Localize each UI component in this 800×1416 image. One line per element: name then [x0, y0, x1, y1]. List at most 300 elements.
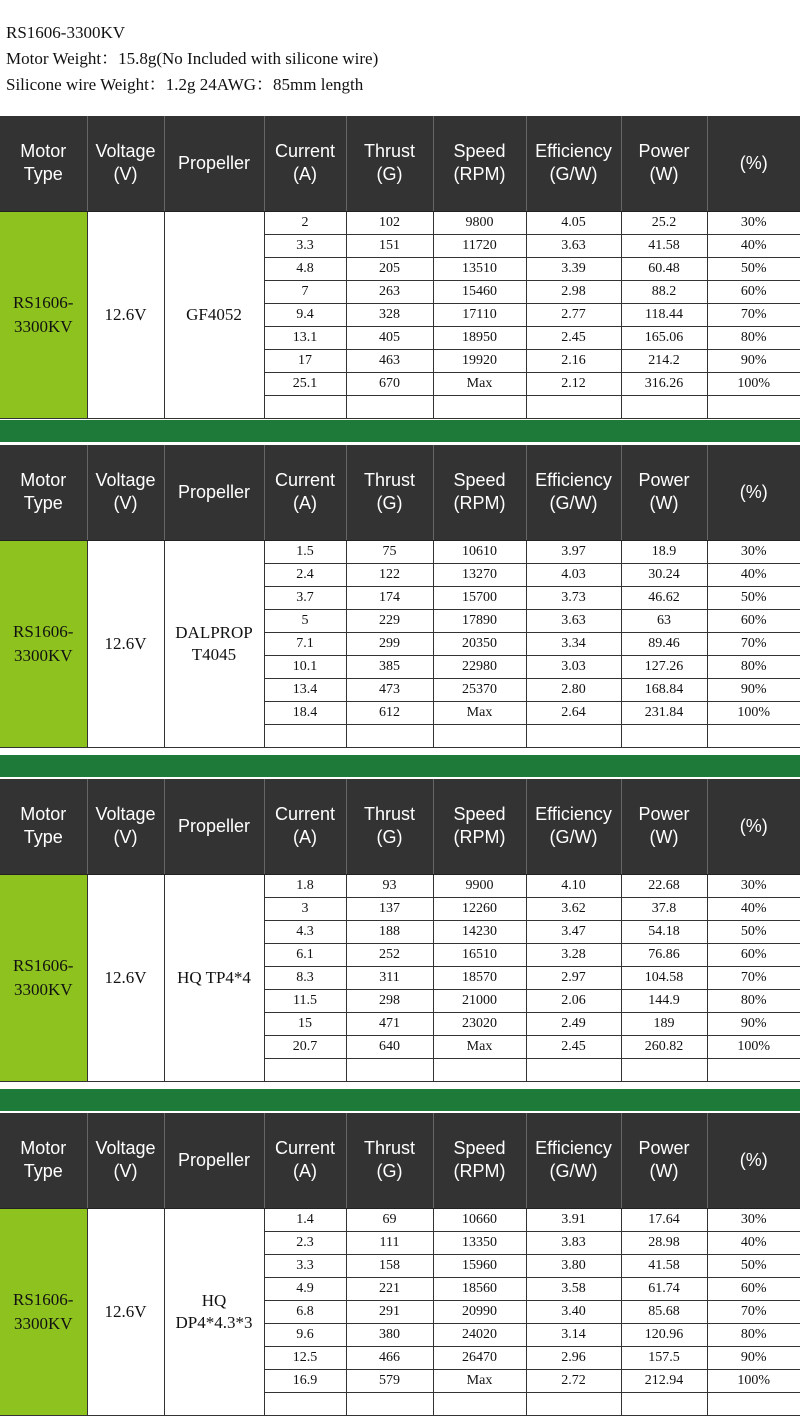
efficiency-cell: 2.64: [526, 701, 621, 724]
column-header-speed: [433, 116, 526, 211]
propeller-label: GF4052: [186, 304, 242, 324]
thrust-cell: 174: [346, 586, 433, 609]
current-cell: 11.5: [264, 989, 346, 1012]
thrust-cell: 385: [346, 655, 433, 678]
speed-cell: [433, 395, 526, 418]
column-header-motor-type: [0, 445, 87, 540]
power-cell: 189: [621, 1012, 707, 1035]
current-cell: 15: [264, 1012, 346, 1035]
speed-cell: 9800: [433, 211, 526, 234]
speed-cell: 18950: [433, 326, 526, 349]
power-cell: 118.44: [621, 303, 707, 326]
propeller-label: HQ TP4*4: [177, 967, 251, 987]
speed-cell: 25370: [433, 678, 526, 701]
speed-cell: Max: [433, 1369, 526, 1392]
percent-cell: 50%: [707, 1254, 800, 1277]
thrust-cell: 69: [346, 1208, 433, 1231]
current-cell: 3.3: [264, 234, 346, 257]
speed-cell: 10610: [433, 540, 526, 563]
efficiency-cell: 2.97: [526, 966, 621, 989]
power-cell: [621, 724, 707, 747]
column-header-percent: [707, 1113, 800, 1208]
column-header-label: Speed: [453, 141, 506, 162]
current-cell: 1.4: [264, 1208, 346, 1231]
column-header-motor-type: [0, 1113, 87, 1208]
thrust-cell: 471: [346, 1012, 433, 1035]
current-cell: 10.1: [264, 655, 346, 678]
voltage-cell: 12.6V: [87, 540, 164, 747]
percent-cell: 80%: [707, 989, 800, 1012]
percent-cell: 70%: [707, 1300, 800, 1323]
thrust-cell: 93: [346, 874, 433, 897]
column-header-label: Speed: [453, 804, 506, 825]
table-row: [0, 874, 800, 897]
column-header-label: Power: [638, 470, 690, 491]
power-cell: 85.68: [621, 1300, 707, 1323]
power-cell: 54.18: [621, 920, 707, 943]
thrust-cell: [346, 724, 433, 747]
thrust-cell: 298: [346, 989, 433, 1012]
efficiency-cell: 3.14: [526, 1323, 621, 1346]
column-header-current: [264, 1113, 346, 1208]
power-cell: 22.68: [621, 874, 707, 897]
speed-cell: [433, 1392, 526, 1415]
column-header-motor-type: [0, 116, 87, 211]
thrust-cell: 466: [346, 1346, 433, 1369]
column-header-propeller: [164, 779, 264, 874]
current-cell: [264, 724, 346, 747]
test-table-section: [0, 779, 800, 1082]
speed-cell: 21000: [433, 989, 526, 1012]
column-header-voltage: [87, 779, 164, 874]
speed-cell: 19920: [433, 349, 526, 372]
thrust-cell: [346, 395, 433, 418]
column-header-label: (W): [649, 164, 679, 185]
column-header-label: Power: [638, 141, 690, 162]
current-cell: [264, 1058, 346, 1081]
column-header-label: Type: [23, 164, 63, 185]
current-cell: 16.9: [264, 1369, 346, 1392]
column-header-percent: [707, 779, 800, 874]
column-header-power: [621, 779, 707, 874]
current-cell: 7: [264, 280, 346, 303]
table-header-row: [0, 445, 800, 540]
column-header-label: Speed: [453, 470, 506, 491]
speed-cell: 13510: [433, 257, 526, 280]
column-header-label: Thrust: [363, 804, 415, 825]
thrust-cell: 263: [346, 280, 433, 303]
column-header-label: (V): [113, 493, 138, 514]
motor-type-cell: [0, 211, 87, 418]
column-header-efficiency: [526, 1113, 621, 1208]
column-header-label: Efficiency: [535, 470, 612, 491]
column-header-label: (V): [113, 827, 138, 848]
thrust-cell: 229: [346, 609, 433, 632]
column-header-label: Motor: [20, 1138, 67, 1159]
current-cell: 4.9: [264, 1277, 346, 1300]
current-cell: 6.8: [264, 1300, 346, 1323]
current-cell: 2.3: [264, 1231, 346, 1254]
column-header-label: (G/W): [549, 827, 598, 848]
current-cell: 25.1: [264, 372, 346, 395]
column-header-label: (G): [376, 164, 403, 185]
section-separator: [0, 755, 800, 777]
column-header-label: Power: [638, 1138, 690, 1159]
thrust-cell: 640: [346, 1035, 433, 1058]
thrust-cell: 102: [346, 211, 433, 234]
voltage-cell: 12.6V: [87, 1208, 164, 1415]
efficiency-cell: 2.96: [526, 1346, 621, 1369]
speed-cell: [433, 1058, 526, 1081]
column-header-label: Type: [23, 493, 63, 514]
percent-cell: 50%: [707, 920, 800, 943]
current-cell: 8.3: [264, 966, 346, 989]
speed-cell: 15700: [433, 586, 526, 609]
percent-cell: 90%: [707, 349, 800, 372]
power-cell: 25.2: [621, 211, 707, 234]
current-cell: [264, 1392, 346, 1415]
thrust-cell: 380: [346, 1323, 433, 1346]
percent-cell: 40%: [707, 234, 800, 257]
column-header-efficiency: [526, 445, 621, 540]
percent-cell: 60%: [707, 1277, 800, 1300]
column-header-current: [264, 445, 346, 540]
percent-cell: 60%: [707, 943, 800, 966]
power-cell: 61.74: [621, 1277, 707, 1300]
speed-cell: 9900: [433, 874, 526, 897]
percent-cell: 30%: [707, 540, 800, 563]
percent-cell: 100%: [707, 1369, 800, 1392]
column-header-label: (G/W): [549, 493, 598, 514]
column-header-label: (A): [293, 493, 317, 514]
efficiency-cell: 3.62: [526, 897, 621, 920]
efficiency-cell: 3.39: [526, 257, 621, 280]
motor-type-label: RS1606-: [13, 955, 74, 975]
efficiency-cell: 3.34: [526, 632, 621, 655]
column-header-propeller: [164, 1113, 264, 1208]
percent-cell: 80%: [707, 655, 800, 678]
motor-type-label: 3300KV: [13, 645, 73, 665]
efficiency-cell: 3.91: [526, 1208, 621, 1231]
percent-cell: 40%: [707, 1231, 800, 1254]
percent-cell: [707, 1392, 800, 1415]
motor-model-title: RS1606-3300KV: [6, 23, 126, 42]
column-header-label: (RPM): [453, 164, 506, 185]
column-header-label: Efficiency: [535, 141, 612, 162]
percent-cell: [707, 724, 800, 747]
motor-type-label: RS1606-: [13, 621, 74, 641]
column-header-label: Propeller: [177, 815, 251, 836]
motor-type-label: RS1606-: [13, 1289, 74, 1309]
table-row: [0, 540, 800, 563]
column-header-power: [621, 445, 707, 540]
efficiency-cell: 2.12: [526, 372, 621, 395]
motor-type-cell: [0, 1208, 87, 1415]
power-cell: [621, 1392, 707, 1415]
thrust-cell: 473: [346, 678, 433, 701]
propeller-cell: [164, 1208, 264, 1415]
power-cell: 260.82: [621, 1035, 707, 1058]
efficiency-cell: 2.06: [526, 989, 621, 1012]
percent-cell: 60%: [707, 280, 800, 303]
column-header-label: Voltage: [95, 470, 156, 491]
current-cell: 9.6: [264, 1323, 346, 1346]
propeller-label: HQ: [201, 1290, 227, 1310]
percent-cell: 30%: [707, 874, 800, 897]
power-cell: 63: [621, 609, 707, 632]
column-header-label: (%): [739, 1149, 768, 1170]
column-header-label: Current: [274, 470, 336, 491]
power-cell: 127.26: [621, 655, 707, 678]
power-cell: 41.58: [621, 1254, 707, 1277]
percent-cell: 70%: [707, 966, 800, 989]
column-header-power: [621, 116, 707, 211]
efficiency-cell: 3.63: [526, 609, 621, 632]
speed-cell: 13270: [433, 563, 526, 586]
column-header-label: (G): [376, 1161, 403, 1182]
propeller-cell: [164, 874, 264, 1081]
speed-cell: 23020: [433, 1012, 526, 1035]
column-header-label: (G): [376, 493, 403, 514]
efficiency-cell: [526, 1058, 621, 1081]
table-header-row: [0, 116, 800, 211]
current-cell: 5: [264, 609, 346, 632]
column-header-voltage: [87, 445, 164, 540]
speed-cell: 18560: [433, 1277, 526, 1300]
motor-type-label: RS1606-: [13, 292, 74, 312]
current-cell: 18.4: [264, 701, 346, 724]
column-header-label: (G/W): [549, 164, 598, 185]
efficiency-cell: [526, 395, 621, 418]
efficiency-cell: 2.98: [526, 280, 621, 303]
thrust-cell: 328: [346, 303, 433, 326]
efficiency-cell: 2.80: [526, 678, 621, 701]
test-table-section: [0, 116, 800, 419]
column-header-efficiency: [526, 116, 621, 211]
column-header-label: Propeller: [177, 481, 251, 502]
column-header-thrust: [346, 1113, 433, 1208]
current-cell: 9.4: [264, 303, 346, 326]
column-header-label: Type: [23, 1161, 63, 1182]
percent-cell: 100%: [707, 1035, 800, 1058]
column-header-label: (RPM): [453, 1161, 506, 1182]
column-header-label: (W): [649, 1161, 679, 1182]
speed-cell: 20350: [433, 632, 526, 655]
column-header-thrust: [346, 116, 433, 211]
column-header-label: (A): [293, 827, 317, 848]
column-header-label: Motor: [20, 141, 67, 162]
column-header-label: Current: [274, 141, 336, 162]
power-cell: 28.98: [621, 1231, 707, 1254]
speed-cell: 22980: [433, 655, 526, 678]
column-header-label: (%): [739, 815, 768, 836]
column-header-voltage: [87, 116, 164, 211]
voltage-cell: 12.6V: [87, 874, 164, 1081]
column-header-label: Speed: [453, 1138, 506, 1159]
efficiency-cell: 2.16: [526, 349, 621, 372]
column-header-voltage: [87, 1113, 164, 1208]
efficiency-cell: 2.45: [526, 326, 621, 349]
efficiency-cell: 3.40: [526, 1300, 621, 1323]
power-cell: 231.84: [621, 701, 707, 724]
column-header-thrust: [346, 445, 433, 540]
column-header-speed: [433, 779, 526, 874]
propeller-cell: [164, 540, 264, 747]
motor-type-cell: [0, 540, 87, 747]
percent-cell: 80%: [707, 1323, 800, 1346]
thrust-cell: 75: [346, 540, 433, 563]
column-header-label: (RPM): [453, 493, 506, 514]
power-cell: 17.64: [621, 1208, 707, 1231]
column-header-label: (W): [649, 827, 679, 848]
efficiency-cell: 4.03: [526, 563, 621, 586]
efficiency-cell: 2.45: [526, 1035, 621, 1058]
power-cell: 214.2: [621, 349, 707, 372]
efficiency-cell: 2.49: [526, 1012, 621, 1035]
thrust-cell: 151: [346, 234, 433, 257]
column-header-speed: [433, 445, 526, 540]
voltage-cell: 12.6V: [87, 211, 164, 418]
efficiency-cell: 2.72: [526, 1369, 621, 1392]
percent-cell: 90%: [707, 678, 800, 701]
column-header-propeller: [164, 116, 264, 211]
column-header-label: (RPM): [453, 827, 506, 848]
speed-cell: 13350: [433, 1231, 526, 1254]
power-cell: 30.24: [621, 563, 707, 586]
table-header-row: [0, 779, 800, 874]
column-header-label: Voltage: [95, 1138, 156, 1159]
column-header-label: (A): [293, 164, 317, 185]
power-cell: 76.86: [621, 943, 707, 966]
speed-cell: 26470: [433, 1346, 526, 1369]
efficiency-cell: 3.97: [526, 540, 621, 563]
thrust-cell: 405: [346, 326, 433, 349]
percent-cell: 90%: [707, 1012, 800, 1035]
motor-type-label: 3300KV: [13, 1313, 73, 1333]
section-separator: [0, 1089, 800, 1111]
current-cell: 13.4: [264, 678, 346, 701]
thrust-cell: 122: [346, 563, 433, 586]
efficiency-cell: 3.73: [526, 586, 621, 609]
column-header-label: Motor: [20, 470, 67, 491]
speed-cell: 12260: [433, 897, 526, 920]
speed-cell: 10660: [433, 1208, 526, 1231]
current-cell: 3.3: [264, 1254, 346, 1277]
speed-cell: 18570: [433, 966, 526, 989]
speed-cell: 11720: [433, 234, 526, 257]
test-table-section: [0, 1113, 800, 1416]
current-cell: 7.1: [264, 632, 346, 655]
percent-cell: 30%: [707, 1208, 800, 1231]
percent-cell: 70%: [707, 303, 800, 326]
percent-cell: 50%: [707, 257, 800, 280]
thrust-cell: 291: [346, 1300, 433, 1323]
motor-weight-text: Motor Weight：15.8g(No Included with silicone wire): [6, 49, 379, 68]
power-cell: 165.06: [621, 326, 707, 349]
column-header-label: Propeller: [177, 1149, 251, 1170]
propeller-label: DP4*4.3*3: [175, 1312, 253, 1332]
thrust-cell: 311: [346, 966, 433, 989]
table-header-row: [0, 1113, 800, 1208]
speed-cell: [433, 724, 526, 747]
thrust-cell: 463: [346, 349, 433, 372]
thrust-cell: 252: [346, 943, 433, 966]
spec-table: [0, 445, 800, 748]
thrust-cell: [346, 1392, 433, 1415]
power-cell: 144.9: [621, 989, 707, 1012]
efficiency-cell: 3.58: [526, 1277, 621, 1300]
speed-cell: 20990: [433, 1300, 526, 1323]
table-row: [0, 1208, 800, 1231]
thrust-cell: 111: [346, 1231, 433, 1254]
power-cell: 168.84: [621, 678, 707, 701]
column-header-label: Efficiency: [535, 1138, 612, 1159]
percent-cell: 70%: [707, 632, 800, 655]
wire-weight-text: Silicone wire Weight：1.2g 24AWG：85mm length: [6, 75, 364, 94]
power-cell: 41.58: [621, 234, 707, 257]
column-header-label: Voltage: [95, 141, 156, 162]
thrust-cell: 188: [346, 920, 433, 943]
current-cell: 4.8: [264, 257, 346, 280]
power-cell: 212.94: [621, 1369, 707, 1392]
speed-cell: 15460: [433, 280, 526, 303]
thrust-cell: 205: [346, 257, 433, 280]
propeller-label: T4045: [191, 644, 237, 664]
efficiency-cell: 3.83: [526, 1231, 621, 1254]
column-header-label: Type: [23, 827, 63, 848]
percent-cell: 50%: [707, 586, 800, 609]
efficiency-cell: 3.80: [526, 1254, 621, 1277]
speed-cell: 17110: [433, 303, 526, 326]
power-cell: 37.8: [621, 897, 707, 920]
efficiency-cell: 4.05: [526, 211, 621, 234]
power-cell: 18.9: [621, 540, 707, 563]
current-cell: 6.1: [264, 943, 346, 966]
percent-cell: 100%: [707, 372, 800, 395]
column-header-label: (W): [649, 493, 679, 514]
column-header-label: Thrust: [363, 141, 415, 162]
column-header-propeller: [164, 445, 264, 540]
speed-cell: 15960: [433, 1254, 526, 1277]
thrust-cell: 579: [346, 1369, 433, 1392]
power-cell: [621, 1058, 707, 1081]
column-header-percent: [707, 116, 800, 211]
section-separator: [0, 420, 800, 442]
column-header-power: [621, 1113, 707, 1208]
thrust-cell: 612: [346, 701, 433, 724]
current-cell: 20.7: [264, 1035, 346, 1058]
power-cell: 316.26: [621, 372, 707, 395]
efficiency-cell: 3.03: [526, 655, 621, 678]
speed-cell: Max: [433, 1035, 526, 1058]
current-cell: 17: [264, 349, 346, 372]
column-header-label: Voltage: [95, 804, 156, 825]
power-cell: 120.96: [621, 1323, 707, 1346]
column-header-label: (%): [739, 152, 768, 173]
column-header-label: Thrust: [363, 470, 415, 491]
speed-cell: 17890: [433, 609, 526, 632]
thrust-cell: [346, 1058, 433, 1081]
speed-cell: Max: [433, 372, 526, 395]
speed-cell: 14230: [433, 920, 526, 943]
current-cell: 12.5: [264, 1346, 346, 1369]
propeller-cell: [164, 211, 264, 418]
current-cell: 1.5: [264, 540, 346, 563]
motor-type-label: 3300KV: [13, 979, 73, 999]
power-cell: 46.62: [621, 586, 707, 609]
column-header-label: (V): [113, 1161, 138, 1182]
power-cell: [621, 395, 707, 418]
